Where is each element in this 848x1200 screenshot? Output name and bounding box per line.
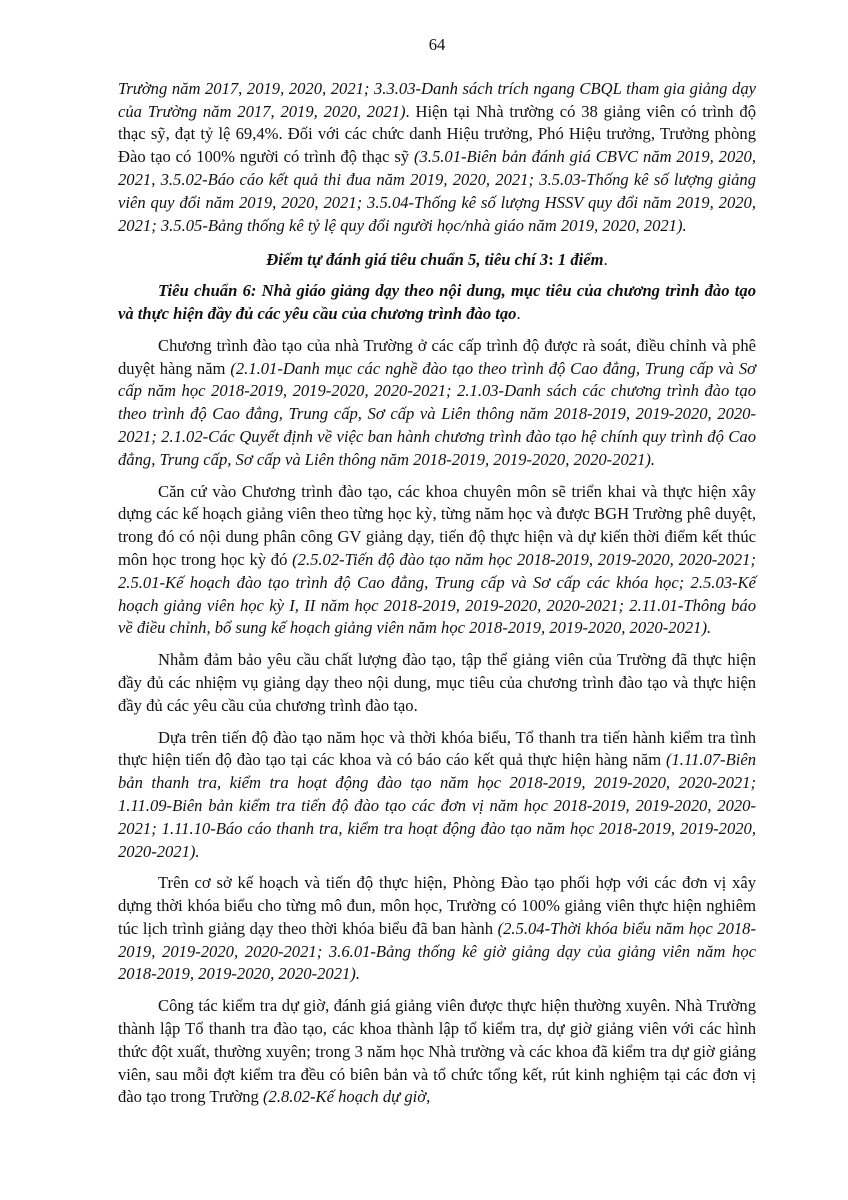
page-number: 64 <box>428 35 446 54</box>
text-segment: Trên cơ sở kế hoạch và tiến độ thực hiện, Phòng Đào tạo phối hợp với các đơn vị xây dựng thời khóa biểu cho từng mô đun, môn học, Trường có 100% giảng viên thực hiện nghiêm túc lịch trình giảng dạy theo thời khóa biểu đã ban hành <box>118 873 756 938</box>
score-label: Điểm tự đánh giá tiêu chuẩn 5, tiêu chí 3 <box>266 250 549 270</box>
text-segment: Căn cứ vào Chương trình đào tạo, các khoa chuyên môn sẽ triển khai và thực hiện xây dựng các kế hoạch giảng viên theo từng học kỳ, từng năm học và được BGH Trường phê duyệt, trong đó có nội dung phân công GV giảng dạy, tiến độ thực hiện và dự kiến thời điểm kết thúc môn học trong học kỳ đó <box>118 481 756 569</box>
paragraph-continuation <box>118 78 756 238</box>
evidence-reference: (3.5.01-Biên bản đánh giá CBVC năm 2019, 2020, 2021, 3.5.02-Báo cáo kết quả thi đua năm 2019, 2020, 2021; 3.5.03-Thống kê số lượng giảng viên quy đổi năm 2019, 2020, 2021; 3.5.04-Thống kê số lượng HSSV quy đổi năm 2019, 2020, 2021; 3.5.05-Bảng thống kê tỷ lệ quy đổi người học/nhà giáo năm 2019, 2020, 2021). <box>118 147 756 235</box>
paragraph-inspection <box>118 727 756 864</box>
paragraph-class-observation <box>118 995 756 1109</box>
score-value: 1 điểm <box>557 250 604 270</box>
evidence-reference: (2.5.02-Tiến độ đào tạo năm học 2018-2019, 2019-2020, 2020-2021; 2.5.01-Kế hoạch đào tạo trình độ Cao đẳng, Trung cấp và Sơ cấp các khóa học; 2.5.03-Kế hoạch giảng viên học kỳ I, II năm học 2018-2019, 2019-2020, 2020-2021; 2.11.01-Thông báo về điều chỉnh, bổ sung kế hoạch giảng viên năm học 2018-2019, 2019-2020, 2020-2021). <box>118 549 757 638</box>
text-segment: . Hiện tại Nhà trường có 38 giảng viên có trình độ thạc sỹ, đạt tỷ lệ 69,4%. Đối với các chức danh Hiệu trưởng, Phó Hiệu trưởng, Trưởng phòng Đào tạo có 100% người có trình độ thạc sỹ <box>118 101 756 167</box>
evidence-reference: (2.5.04-Thời khóa biểu năm học 2018-2019, 2019-2020, 2020-2021; 3.6.01-Bảng thống kê giờ giảng dạy của giảng viên năm học 2018-2019, 2019-2020, 2020-2021). <box>118 918 756 984</box>
evidence-reference: (2.8.02-Kế hoạch dự giờ, <box>263 1087 431 1107</box>
score-colon: : <box>548 250 558 270</box>
standard-title: Tiêu chuẩn 6: Nhà giáo giảng dạy theo nội dung, mục tiêu của chương trình đào tạo và thực hiện đầy đủ các yêu cầu của chương trình đào tạo <box>118 281 756 323</box>
paragraph-teaching-plan <box>118 481 756 641</box>
text-segment: Dựa trên tiến độ đào tạo năm học và thời khóa biểu, Tổ thanh tra tiến hành kiểm tra tình thực hiện tiến độ đào tạo tại các khoa và có báo cáo kết quả thực hiện hàng năm <box>118 727 756 770</box>
paragraph-quality-assurance <box>118 649 756 717</box>
self-assessment-score <box>118 249 756 272</box>
evidence-reference: (2.1.01-Danh mục các nghề đào tạo theo trình độ Cao đẳng, Trung cấp và Sơ cấp năm học 2018-2019, 2019-2020, 2020-2021; 2.1.03-Danh sách các chương trình đào tạo theo trình độ Cao đẳng, Trung cấp, Sơ cấp và Liên thông năm 2018-2019, 2019-2020, 2020-2021; 2.1.02-Các Quyết định về việc ban hành chương trình đào tạo hệ chính quy trình độ Cao đẳng, Trung cấp, Sơ cấp và Liên thông năm 2018-2019, 2019-2020, 2020-2021). <box>118 358 756 469</box>
paragraph-training-program <box>118 335 756 472</box>
paragraph-timetable <box>118 872 756 986</box>
score-period: . <box>603 250 608 270</box>
text-segment: Chương trình đào tạo của nhà Trường ở các cấp trình độ được rà soát, điều chỉnh và phê duyệt hàng năm <box>118 335 756 378</box>
text-segment: Nhằm đảm bảo yêu cầu chất lượng đào tạo, tập thể giảng viên của Trường đã thực hiện đầy đủ các nhiệm vụ giảng dạy theo nội dung, mục tiêu của chương trình đào tạo và thực hiện đầy đủ các yêu cầu của chương trình đào tạo. <box>118 650 756 715</box>
standard-period: . <box>516 303 521 323</box>
standard-6-heading <box>118 280 756 326</box>
text-segment: Trường năm 2017, 2019, 2020, 2021; 3.3.03-Danh sách trích ngang CBQL tham gia giảng dạy của Trường năm 2017, 2019, 2020, 2021) <box>118 78 756 121</box>
evidence-reference: (1.11.07-Biên bản thanh tra, kiểm tra hoạt động đào tạo năm học 2018-2019, 2019-2020, 2020-2021; 1.11.09-Biên bản kiểm tra tiến độ đào tạo các đơn vị năm học 2018-2019, 2019-2020, 2020-2021; 1.11.10-Báo cáo thanh tra, kiểm tra hoạt động đào tạo năm học 2018-2019, 2019-2020, 2020-2021). <box>118 750 756 861</box>
text-segment: Công tác kiểm tra dự giờ, đánh giá giảng viên được thực hiện thường xuyên. Nhà Trường thành lập Tổ thanh tra đào tạo, các khoa thành lập tổ kiểm tra, dự giờ giảng viên với các hình thức đột xuất, thường xuyên; trong 3 năm học Nhà trường và các khoa đã kiểm tra dự giờ giảng viên, sau mỗi đợt kiểm tra đều có biên bản và tổ chức tổng kết, rút kinh nghiệm tại các đơn vị đào tạo trong Trường <box>118 996 756 1107</box>
